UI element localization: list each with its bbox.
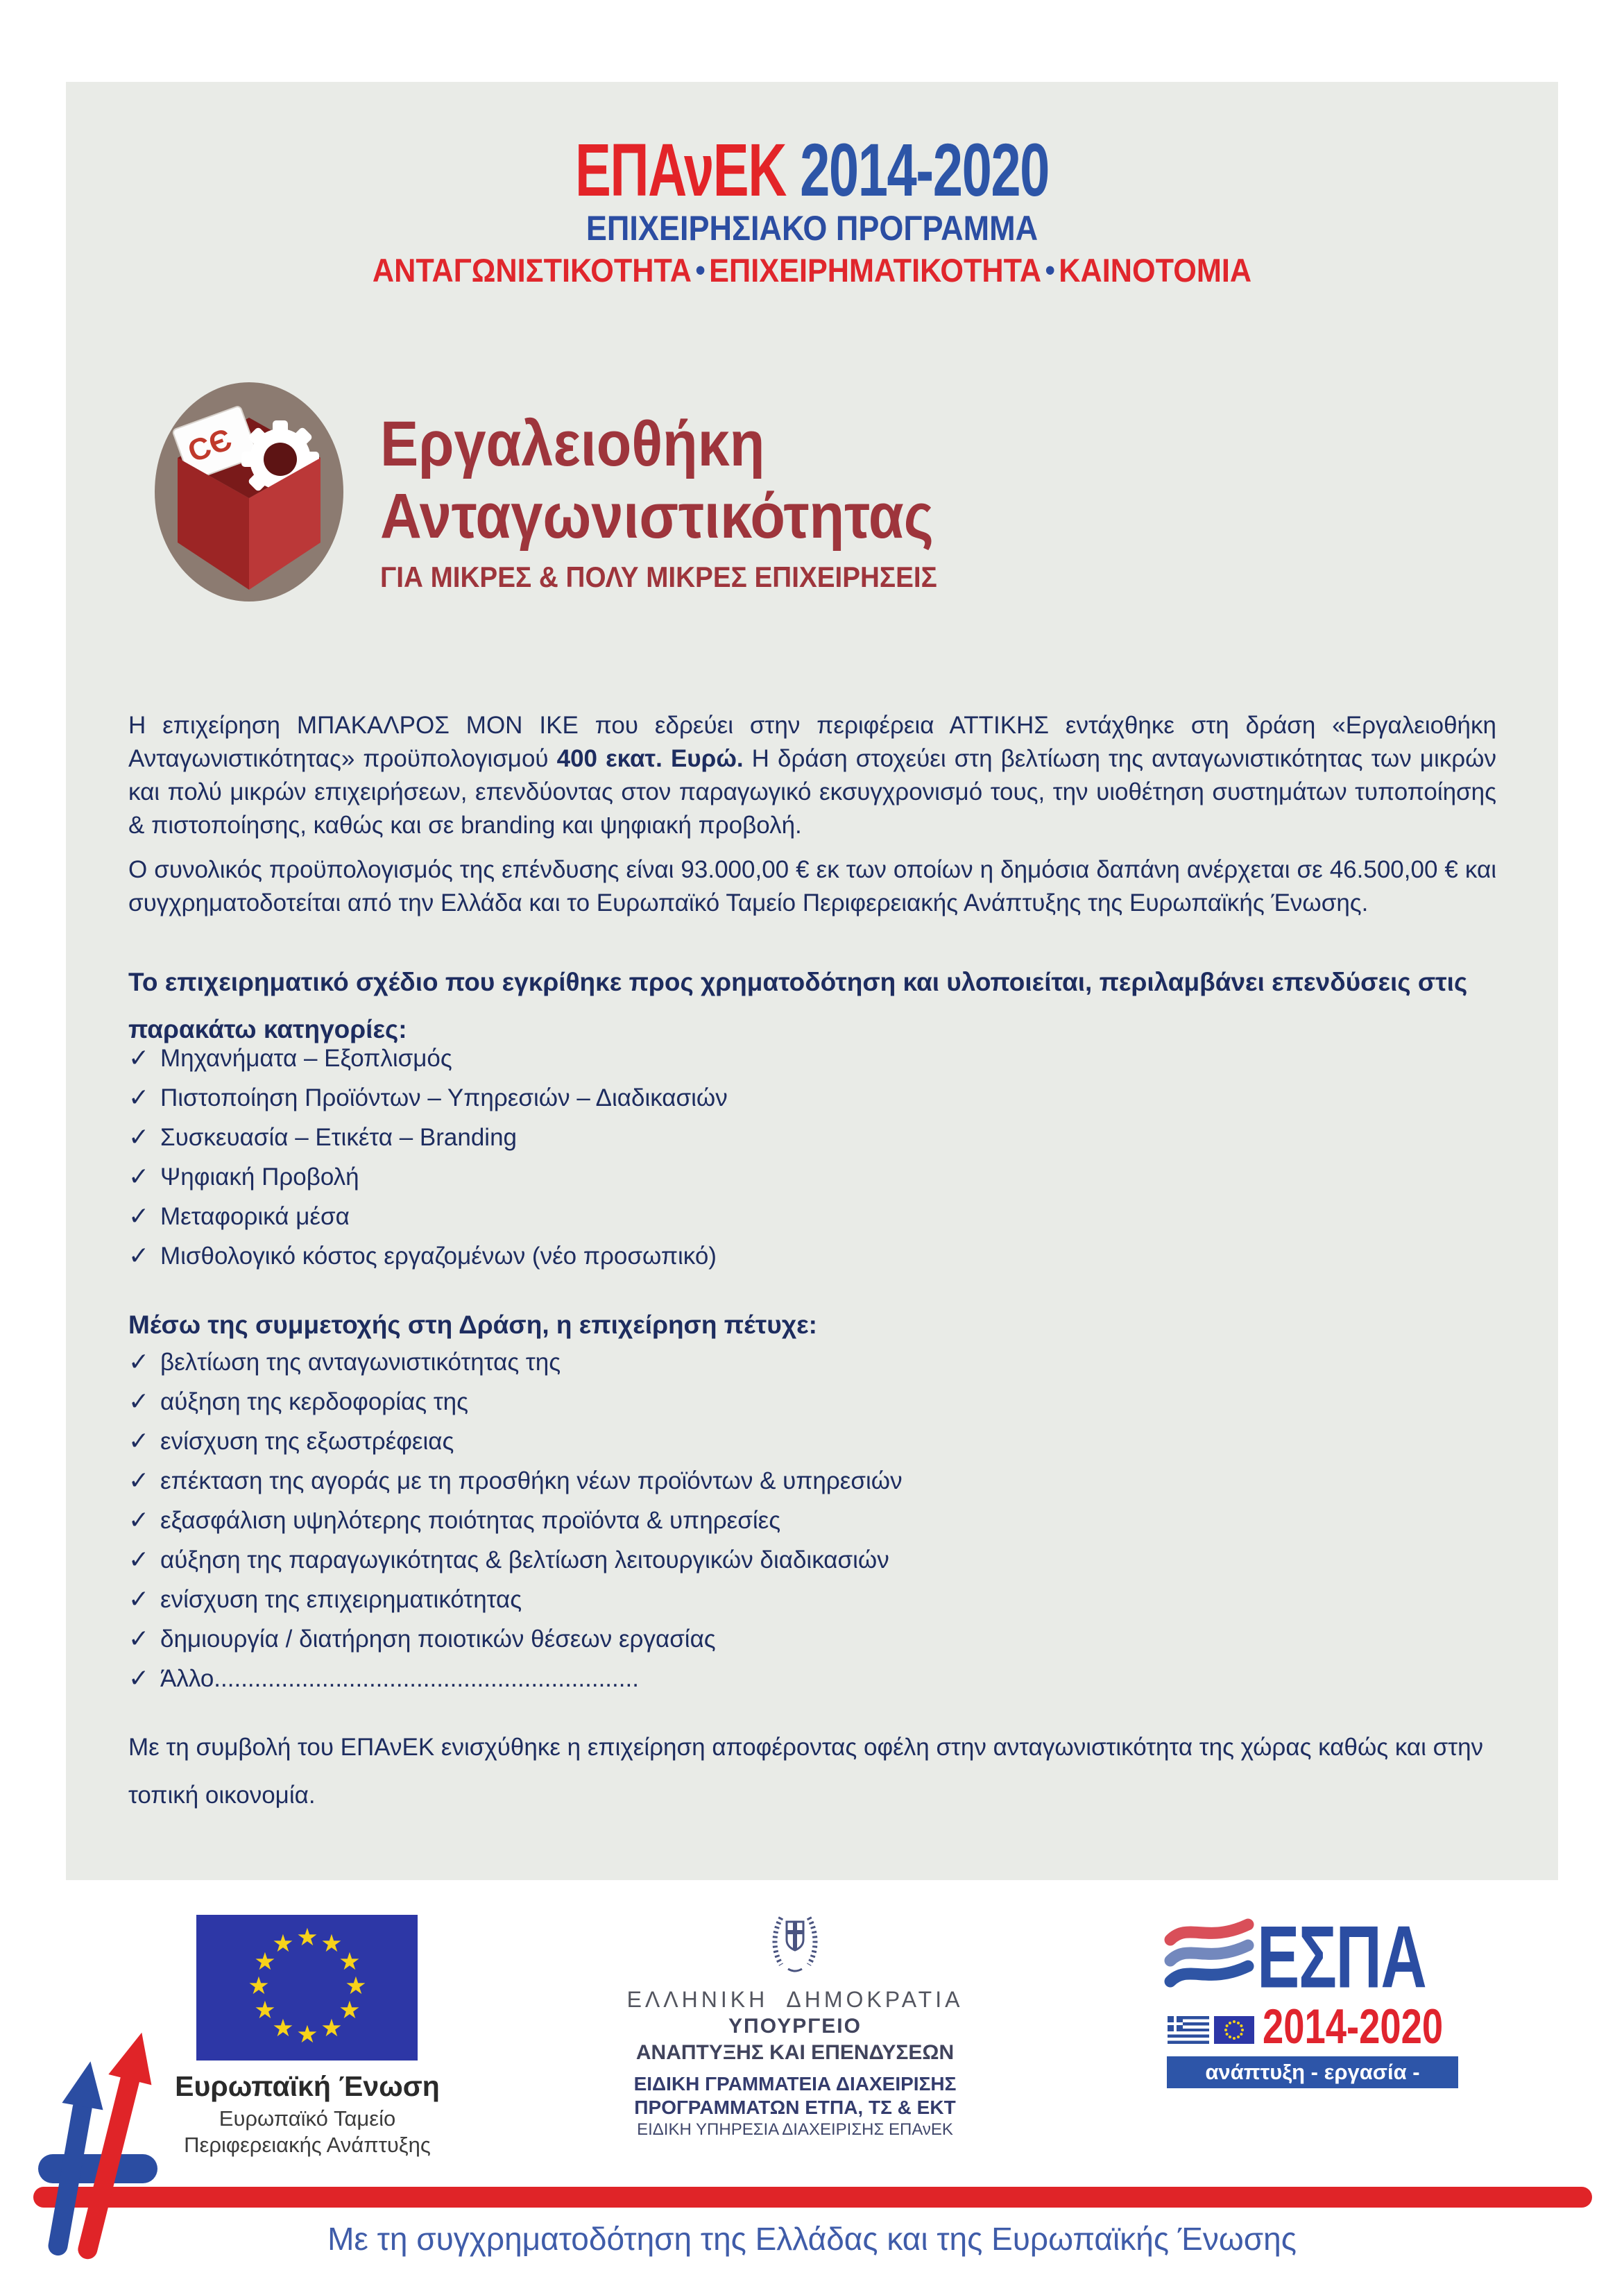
check-icon: ✓	[128, 1585, 150, 1613]
pillar-competitiveness: ΑΝΤΑΓΩΝΙΣΤΙΚΟΤΗΤΑ	[372, 252, 692, 289]
hellenic-republic-line: ΕΛΛΗΝΙΚΗ ΔΗΜΟΚΡΑΤΙΑ	[626, 1987, 964, 2012]
list-item-label: ενίσχυση της επιχειρηματικότητας	[160, 1586, 522, 1613]
eu-flag-small-icon	[1214, 2016, 1254, 2044]
pillars-line	[126, 251, 1498, 289]
budget-paragraph: Ο συνολικός προϋπολογισμός της επένδυσης είναι 93.000,00 € εκ των οποίων η δημόσια δαπάνη ανέρχεται σε 46.500,00 € και συγχρηματοδοτείται από την Ελλάδα και το Ευρωπαϊκό Ταμείο Περιφερειακής Ανάπτυξης της Ευρωπαϊκής Ένωσης.	[128, 856, 1496, 916]
eu-star-icon: ★	[320, 1930, 343, 1958]
eu-flag-icon	[196, 1915, 418, 2061]
list-item-label: δημιουργία / διατήρηση ποιοτικών θέσεων εργασίας	[160, 1626, 716, 1653]
bullet-separator-icon: •	[695, 253, 706, 287]
check-icon: ✓	[128, 1202, 150, 1230]
results-section-heading: Μέσω της συμμετοχής στη Δράση, η επιχείρηση πέτυχε:	[128, 1311, 818, 1339]
list-item-label: Ψηφιακή Προβολή	[160, 1163, 359, 1191]
list-item-label: επέκταση της αγοράς με τη προσθήκη νέων προϊόντων & υπηρεσιών	[160, 1467, 903, 1494]
list-item	[128, 1539, 1496, 1579]
pillar-innovation: ΚΑΙΝΟΤΟΜΙΑ	[1059, 252, 1252, 289]
budget-amount: 400 εκατ. Ευρώ.	[556, 745, 744, 772]
list-item	[128, 1157, 1496, 1196]
greek-republic-emblem-icon	[769, 1911, 821, 1974]
check-icon: ✓	[128, 1347, 150, 1376]
list-item-label: αύξηση της παραγωγικότητας & βελτίωση λειτουργικών διαδικασιών	[160, 1546, 889, 1573]
eu-star-icon: ★	[339, 1948, 361, 1976]
epanek-acronym: ΕΠΑνΕΚ	[574, 128, 786, 212]
secretariat-line1: ΕΙΔΙΚΗ ΓΡΑΜΜΑΤΕΙΑ ΔΙΑΧΕΙΡΙΣΗΣ	[633, 2073, 957, 2094]
list-item	[128, 1038, 1496, 1077]
list-item	[128, 1421, 1496, 1460]
list-item	[128, 1236, 1496, 1275]
toolkit-title-line2: Ανταγωνιστικότητας	[380, 481, 934, 552]
eu-star-icon: ★	[296, 2021, 318, 2049]
results-list	[128, 1342, 1496, 1698]
investment-section-heading: Το επιχειρηματικό σχέδιο που εγκρίθηκε προς χρηματοδότηση και υλοποιείται, περιλαμβάνει επενδύσεις στις παρακάτω κατηγορίες:	[128, 968, 1468, 1043]
espa-waves-icon	[1164, 1913, 1254, 1997]
list-item	[128, 1342, 1496, 1381]
eu-star-icon: ★	[345, 1972, 367, 2000]
ce-mark-label: CЄ	[183, 422, 237, 470]
eu-star-icon: ★	[248, 1972, 270, 2000]
list-item	[128, 1196, 1496, 1236]
list-item-label: ενίσχυση της εξωστρέφειας	[160, 1428, 454, 1455]
list-item-label: Μισθολογικό κόστος εργαζομένων (νέο προσωπικό)	[160, 1243, 717, 1270]
check-icon: ✓	[128, 1466, 150, 1494]
list-item-label: Πιστοποίηση Προϊόντων – Υπηρεσιών – Διαδικασιών	[160, 1084, 728, 1111]
cofinance-text: Με τη συγχρηματοδότηση της Ελλάδας και της Ευρωπαϊκής Ένωσης	[327, 2221, 1297, 2257]
eu-star-icon: ★	[272, 1930, 294, 1958]
list-item-label: αύξηση της κερδοφορίας της	[160, 1388, 468, 1415]
toolkit-title-line1: Εργαλειοθήκη	[380, 409, 765, 479]
intro-text-after: Η δράση στοχεύει στη βελτίωση της ανταγωνιστικότητας των μικρών και πολύ μικρών επιχειρήσεων, επενδύοντας στον παραγωγικό εκσυγχρονισμό τους, την υιοθέτηση συστημάτων τυποποίησης & πιστοποίησης, καθώς και σε branding και ψηφιακή προβολή.	[128, 745, 1496, 839]
list-item	[128, 1579, 1496, 1619]
list-item	[128, 1500, 1496, 1539]
epanek-title	[275, 126, 1349, 213]
pillar-entrepreneurship: ΕΠΙΧΕΙΡΗΜΑΤΙΚΟΤΗΤΑ	[709, 252, 1042, 289]
eu-star-icon: ★	[320, 2015, 343, 2042]
closing-paragraph: Με τη συμβολή του ΕΠΑνΕΚ ενισχύθηκε η επιχείρηση αποφέροντας οφέλη στην ανταγωνιστικότητα της χώρας καθώς και στην τοπική οικονομία.	[128, 1734, 1484, 1809]
list-item	[128, 1619, 1496, 1658]
check-icon: ✓	[128, 1043, 150, 1072]
check-icon: ✓	[128, 1426, 150, 1455]
check-icon: ✓	[128, 1162, 150, 1191]
eu-fund-line1: Ευρωπαϊκό Ταμείο	[219, 2106, 396, 2131]
list-item	[128, 1117, 1496, 1157]
espa-motto-banner: ανάπτυξη - εργασία - αλληλεγγύη	[1167, 2056, 1458, 2088]
eu-star-icon: ★	[272, 2015, 294, 2042]
operational-program-line: ΕΠΙΧΕΙΡΗΣΙΑΚΟ ΠΡΟΓΡΑΜΜΑ	[586, 209, 1038, 248]
toolkit-subtitle: ΓΙΑ ΜΙΚΡΕΣ & ΠΟΛΥ ΜΙΚΡΕΣ ΕΠΙΧΕΙΡΗΣΕΙΣ	[380, 561, 937, 593]
check-icon: ✓	[128, 1241, 150, 1270]
espa-logo-text: ΕΣΠΑ	[1257, 1908, 1426, 2007]
ministry-line2: ΑΝΑΠΤΥΞΗΣ ΚΑΙ ΕΠΕΝΔΥΣΕΩΝ	[635, 2041, 955, 2064]
list-item-label: εξασφάλιση υψηλότερης ποιότητας προϊόντα & υπηρεσίες	[160, 1507, 781, 1534]
list-item-label: Μεταφορικά μέσα	[160, 1203, 350, 1230]
intro-paragraph	[128, 709, 1496, 842]
eu-star-icon: ★	[296, 1924, 318, 1952]
eu-star-icon: ★	[339, 1997, 361, 2024]
list-item	[128, 1077, 1496, 1117]
toolbox-icon	[154, 382, 345, 602]
check-icon: ✓	[128, 1505, 150, 1534]
eu-fund-line2: Περιφερειακής Ανάπτυξης	[184, 2133, 431, 2157]
check-icon: ✓	[128, 1624, 150, 1653]
ministry-line1: ΥΠΟΥΡΓΕΙΟ	[728, 2015, 862, 2038]
secretariat-line2: ΠΡΟΓΡΑΜΜΑΤΩΝ ΕΤΠΑ, ΤΣ & ΕΚΤ	[634, 2097, 956, 2118]
check-icon: ✓	[128, 1083, 150, 1111]
espa-years: 2014-2020	[1263, 1999, 1444, 2054]
list-item-label: Συσκευασία – Ετικέτα – Branding	[160, 1124, 518, 1151]
greek-flag-icon	[1168, 2016, 1209, 2044]
red-divider-line	[33, 2187, 1592, 2208]
check-icon: ✓	[128, 1387, 150, 1415]
check-icon: ✓	[128, 1123, 150, 1151]
list-item-label: Άλλο...............................................................	[160, 1665, 639, 1692]
list-item	[128, 1658, 1496, 1698]
check-icon: ✓	[128, 1545, 150, 1573]
epanek-years: 2014-2020	[785, 128, 1049, 212]
bullet-separator-icon: •	[1045, 253, 1055, 287]
eu-star-icon: ★	[254, 1948, 276, 1976]
eu-star-icon: ★	[254, 1997, 276, 2024]
investment-list	[128, 1038, 1496, 1275]
list-item-label: Μηχανήματα – Εξοπλισμός	[160, 1045, 452, 1072]
list-item	[128, 1460, 1496, 1500]
check-icon: ✓	[128, 1664, 150, 1692]
intro-text-before: Η επιχείρηση ΜΠΑΚΑΛΡΟΣ ΜΟΝ ΙΚΕ που εδρεύει στην περιφέρεια ΑΤΤΙΚΗΣ εντάχθηκε στη δράση «Εργαλειοθήκη Ανταγωνιστικότητας» προϋπολογισμού	[128, 712, 1496, 772]
managing-authority-line: ΕΙΔΙΚΗ ΥΠΗΡΕΣΙΑ ΔΙΑΧΕΙΡΙΣΗΣ ΕΠΑνΕΚ	[637, 2120, 953, 2139]
list-item-label: βελτίωση της ανταγωνιστικότητας της	[160, 1349, 561, 1376]
eu-union-title: Ευρωπαϊκή Ένωση	[175, 2070, 440, 2102]
list-item	[128, 1381, 1496, 1421]
